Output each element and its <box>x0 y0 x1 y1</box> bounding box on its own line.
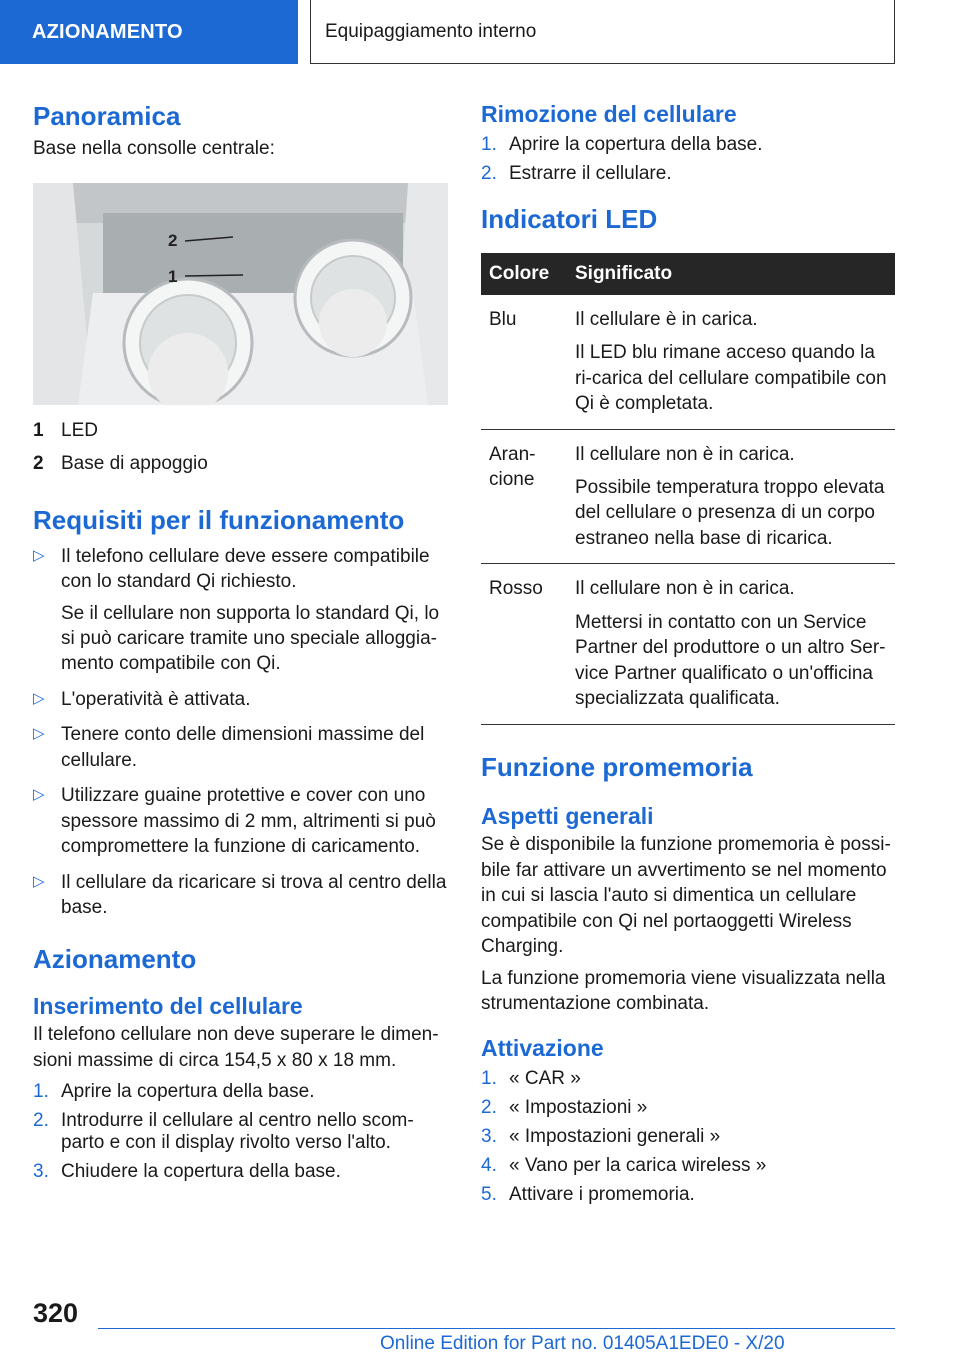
step-text: Introdurre il cellulare al centro nello scom-parto e con il display rivolto verso l'alto. <box>61 1110 414 1154</box>
legend-text: Base di appoggio <box>61 452 208 474</box>
inserimento-text: Il telefono cellulare non deve superare le dimen-sioni massime di circa 154,5 x 80 x 18 mm. <box>33 1024 439 1071</box>
list-text: Il telefono cellulare deve essere compatibile con lo standard Qi richiesto. <box>61 545 430 593</box>
led-table <box>481 253 895 725</box>
led-color-cell: Rosso <box>481 564 567 724</box>
step-number: 2. <box>481 1097 497 1119</box>
step-text: Aprire la copertura della base. <box>61 1081 315 1103</box>
step-text: « Impostazioni generali » <box>509 1126 721 1148</box>
photo-legend <box>33 415 448 480</box>
azionamento-heading: Azionamento <box>33 943 197 974</box>
led-color-cell: Blu <box>481 295 567 429</box>
attivazione-heading: Attivazione <box>481 1035 604 1062</box>
column-header: Colore <box>481 253 567 295</box>
svg-text:2: 2 <box>168 231 178 251</box>
step-number: 1. <box>33 1081 49 1103</box>
list-text: Tenere conto delle dimensioni massime del cellulare. <box>61 724 425 771</box>
requisiti-list <box>33 544 448 921</box>
legend-item <box>33 448 448 480</box>
column-header: Significato <box>567 253 895 295</box>
step-number: 2. <box>33 1110 49 1132</box>
panoramica-heading: Panoramica <box>33 101 181 131</box>
step-number: 5. <box>481 1184 497 1206</box>
step-text: Aprire la copertura della base. <box>509 133 763 155</box>
table-row <box>481 295 895 429</box>
requisiti-heading: Requisiti per il funzionamento <box>33 504 405 535</box>
edition-text: Online Edition for Part no. 01405A1EDE0 - X/20 <box>380 1333 785 1354</box>
table-row <box>481 564 895 724</box>
list-text: Il cellulare da ricaricare si trova al centro della base. <box>61 871 447 919</box>
cell-text: Il cellulare è in carica. <box>575 308 758 330</box>
step-item <box>481 1155 895 1177</box>
step-text: « Vano per la carica wireless » <box>509 1155 767 1177</box>
list-text: L'operatività è attivata. <box>61 688 251 710</box>
step-item <box>33 1081 448 1103</box>
step-number: 3. <box>33 1161 49 1183</box>
table-row <box>481 429 895 564</box>
step-number: 4. <box>481 1155 497 1177</box>
list-text: Se il cellulare non supporta lo standard Qi, lo si può caricare tramite uno speciale alloggia-mento compatibile con Qi. <box>61 602 440 675</box>
rimozione-heading: Rimozione del cellulare <box>481 101 737 127</box>
svg-text:1: 1 <box>168 267 178 287</box>
step-item <box>33 1110 448 1154</box>
aspetti-text: Se è disponibile la funzione promemoria è possi-bile far attivare un avvertimento se nel momento in cui si lascia l'auto si dimentica un cellulare compatibile con Qi nel portaoggetti Wireless Charging. <box>481 834 891 958</box>
chapter-label: Equipaggiamento interno <box>325 20 537 42</box>
table-header-row <box>481 253 895 295</box>
led-meaning-cell <box>567 295 895 429</box>
step-item <box>33 1161 448 1183</box>
attivazione-steps <box>481 1068 895 1206</box>
led-meaning-cell <box>567 429 895 564</box>
cell-text: Il LED blu rimane acceso quando la ri-carica del cellulare compatibile con Qi è completata. <box>575 342 887 415</box>
step-text: Attivare i promemoria. <box>509 1184 695 1206</box>
cell-text: Il cellulare non è in carica. <box>575 578 795 600</box>
triangle-bullet-icon: ▷ <box>33 872 45 890</box>
cell-text: Il cellulare non è in carica. <box>575 443 795 465</box>
cell-text: Possibile temperatura troppo elevata del cellulare o presenza di un corpo estraneo nella base di ricarica. <box>575 476 885 549</box>
step-item <box>481 163 895 185</box>
list-item <box>33 544 448 677</box>
aspetti-heading: Aspetti generali <box>481 803 654 830</box>
section-label: AZIONAMENTO <box>32 20 183 43</box>
led-heading: Indicatori LED <box>481 203 658 234</box>
left-column <box>33 100 448 1190</box>
section-tab <box>0 0 298 64</box>
step-item <box>481 1184 895 1206</box>
step-number: 2. <box>481 162 497 184</box>
step-text: Chiudere la copertura della base. <box>61 1161 341 1183</box>
rimozione-steps <box>481 134 895 185</box>
promemoria-heading: Funzione promemoria <box>481 751 753 782</box>
step-number: 3. <box>481 1126 497 1148</box>
triangle-bullet-icon: ▷ <box>33 546 45 564</box>
triangle-bullet-icon: ▷ <box>33 689 45 707</box>
list-item <box>33 687 448 712</box>
list-item <box>33 870 448 921</box>
page-number: 320 <box>33 1298 79 1328</box>
chapter-header <box>310 0 895 64</box>
list-text: Utilizzare guaine protettive e cover con uno spessore massimo di 2 mm, altrimenti si può compromettere la funzione di caricamento. <box>61 785 436 858</box>
inserimento-heading: Inserimento del cellulare <box>33 993 303 1020</box>
legend-number: 2 <box>33 452 44 474</box>
step-text: Estrarre il cellulare. <box>509 162 672 184</box>
step-item <box>481 1126 895 1148</box>
right-column <box>481 100 895 1213</box>
step-number: 1. <box>481 133 497 155</box>
step-text: « Impostazioni » <box>509 1097 648 1119</box>
step-text: « CAR » <box>509 1068 581 1090</box>
footer-divider <box>98 1328 895 1329</box>
legend-item <box>33 415 448 447</box>
aspetti-text-2: La funzione promemoria viene visualizzata nella strumentazione combinata. <box>481 967 886 1014</box>
led-color-cell: Aran-cione <box>481 429 567 564</box>
cell-text: Mettersi in contatto con un Service Partner del produttore o un altro Ser-vice Partner qualificato o un'officina specializzata qualificata. <box>575 611 886 710</box>
step-item <box>481 1068 895 1090</box>
legend-number: 1 <box>33 420 44 442</box>
list-item <box>33 783 448 859</box>
list-item <box>33 722 448 773</box>
inserimento-steps <box>33 1081 448 1183</box>
legend-text: LED <box>61 420 98 442</box>
step-item <box>481 134 895 156</box>
console-charging-photo <box>33 183 448 405</box>
step-item <box>481 1097 895 1119</box>
step-number: 1. <box>481 1068 497 1090</box>
led-meaning-cell <box>567 564 895 724</box>
triangle-bullet-icon: ▷ <box>33 786 45 804</box>
triangle-bullet-icon: ▷ <box>33 725 45 743</box>
panoramica-text: Base nella consolle centrale: <box>33 137 275 159</box>
